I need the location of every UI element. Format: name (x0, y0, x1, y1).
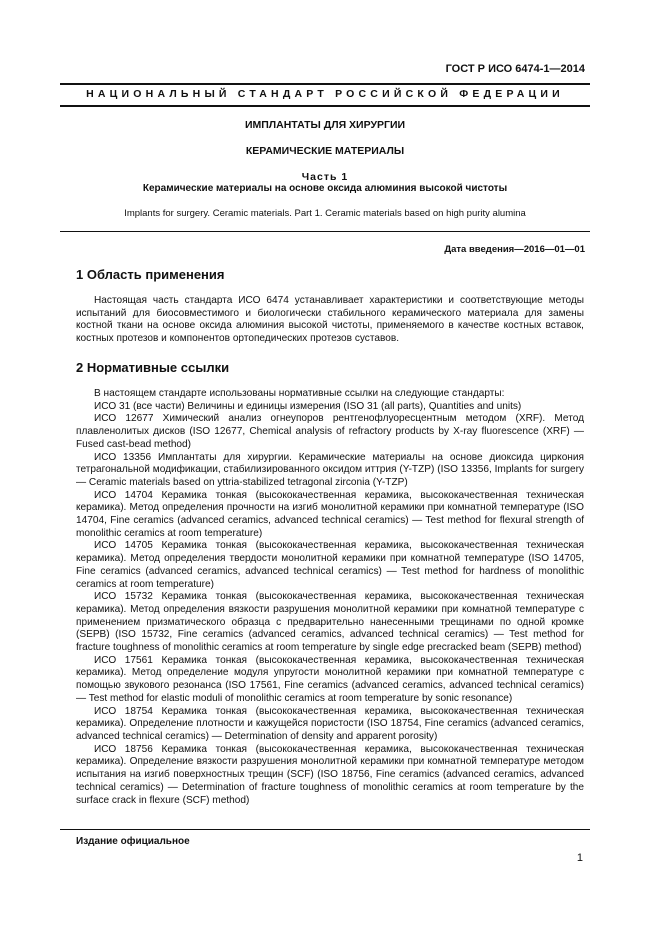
section-1-body (76, 295, 584, 346)
title-english: Implants for surgery. Ceramic materials. Part 1. Ceramic materials based on high purity alumina (124, 208, 526, 219)
section-1-paragraph: Настоящая часть стандарта ИСО 6474 устанавливает характеристики и соответствующие методы испытаний для биосовместимого и биологически стабильного керамического материала для замены костной ткани на основе оксида алюминия высокой чистоты, применяемого в качестве костных вставок, костных протезов и компонентов ортопедических протезов суставов. (76, 295, 584, 345)
title-part: Часть 1 (301, 171, 349, 183)
title-line-2: КЕРАМИЧЕСКИЕ МАТЕРИАЛЫ (245, 145, 405, 157)
section-1-heading: 1 Область применения (76, 267, 225, 282)
title-line-1: ИМПЛАНТАТЫ ДЛЯ ХИРУРГИИ (244, 119, 406, 131)
reference-iso-31: ИСО 31 (все части) Величины и единицы измерения (ISO 31 (all parts), Quantities and units) (94, 400, 522, 412)
official-edition-label: Издание официальное (76, 836, 190, 847)
introduction-date: Дата введения—2016—01—01 (444, 244, 585, 255)
top-rule (60, 83, 590, 85)
title-subtitle: Керамические материалы на основе оксида алюминия высокой чистоты (142, 183, 508, 194)
references-intro: В настоящем стандарте использованы нормативные ссылки на следующие стандарты: (94, 388, 505, 399)
reference-iso-15732: ИСО 15732 Керамика тонкая (высококачественная керамика, высококачественная техническая керамика). Метод определения вязкости разрушения монолитной керамики при комнатной температуре с применением призматического образца с предварительно нанесенными трещинами по одной кромке (SEPB) (ISO 15732, Fine ceramics (advanced ceramics, advanced technical ceramics) — Test method for fracture toughness of monolithic ceramics at room temperature by single edge precracked beam (SEPB) method) (76, 591, 584, 654)
reference-iso-18756: ИСО 18756 Керамика тонкая (высококачественная керамика, высококачественная техническая керамика). Определение вязкости разрушения монолитной керамики при комнатной температуре методом испытания на изгиб поверхностных трещин (SCF) (ISO 18756, Fine ceramics (advanced ceramics, advanced technical ceramics) — Determination of fracture toughness of monolithic ceramics at room temperature by the surface crack in flexure (SCF) method) (76, 743, 584, 806)
reference-iso-13356: ИСО 13356 Имплантаты для хирургии. Керамические материалы на основе диоксида циркония тетрагональной модификации, стабилизированного оксидом иттрия (Y-TZP) (ISO 13356, Implants for surgery — Ceramic materials based on yttria-stabilized tetragonal zirconia (Y-TZP) (76, 451, 584, 488)
standard-code: ГОСТ Р ИСО 6474-1—2014 (445, 63, 585, 75)
reference-iso-14705: ИСО 14705 Керамика тонкая (высококачественная керамика, высококачественная техническая керамика). Метод определения твердости монолитной керамики при комнатной температуре (ISO 14705, Fine ceramics (advanced ceramics, advanced technical ceramics) — Test method for hardness of monolithic ceramics at room temperature) (76, 540, 584, 590)
national-standard-banner: НАЦИОНАЛЬНЫЙ СТАНДАРТ РОССИЙСКОЙ ФЕДЕРАЦИИ (86, 88, 564, 100)
footer-rule (60, 829, 590, 830)
title-rule (60, 231, 590, 232)
reference-iso-12677: ИСО 12677 Химический анализ огнеупоров рентгенофлуоресцентным методом (XRF). Метод плавленолитых дисков (ISO 12677, Chemical analysis of refractory products by X-ray fluorescence (XRF) — Fused cast-bead method) (76, 413, 584, 450)
reference-iso-17561: ИСО 17561 Керамика тонкая (высококачественная керамика, высококачественная техническая керамика). Метод определение модуля упругости монолитной керамики при комнатной температуре с помощью звукового резонанса (ISO 17561, Fine ceramics (advanced ceramics, advanced technical ceramics) — Test method for elastic moduli of monolithic ceramics at room temperature by sonic resonance) (76, 654, 584, 704)
banner-rule (60, 105, 590, 107)
section-2-body (76, 388, 584, 807)
page-number: 1 (576, 852, 583, 864)
reference-iso-14704: ИСО 14704 Керамика тонкая (высококачественная керамика, высококачественная техническая керамика). Метод определения прочности на изгиб монолитной керамики при комнатной температуре (ISO 14704, Fine ceramics (advanced ceramics, advanced technical ceramics) — Test method for flexural strength of monolithic ceramics at room temperature) (76, 489, 584, 539)
section-2-heading: 2 Нормативные ссылки (76, 360, 230, 375)
reference-iso-18754: ИСО 18754 Керамика тонкая (высококачественная керамика, высококачественная техническая керамика). Определение плотности и кажущейся пористости (ISO 18754, Fine ceramics (advanced ceramics, advanced technical ceramics) — Determination of density and apparent porosity) (76, 705, 584, 742)
